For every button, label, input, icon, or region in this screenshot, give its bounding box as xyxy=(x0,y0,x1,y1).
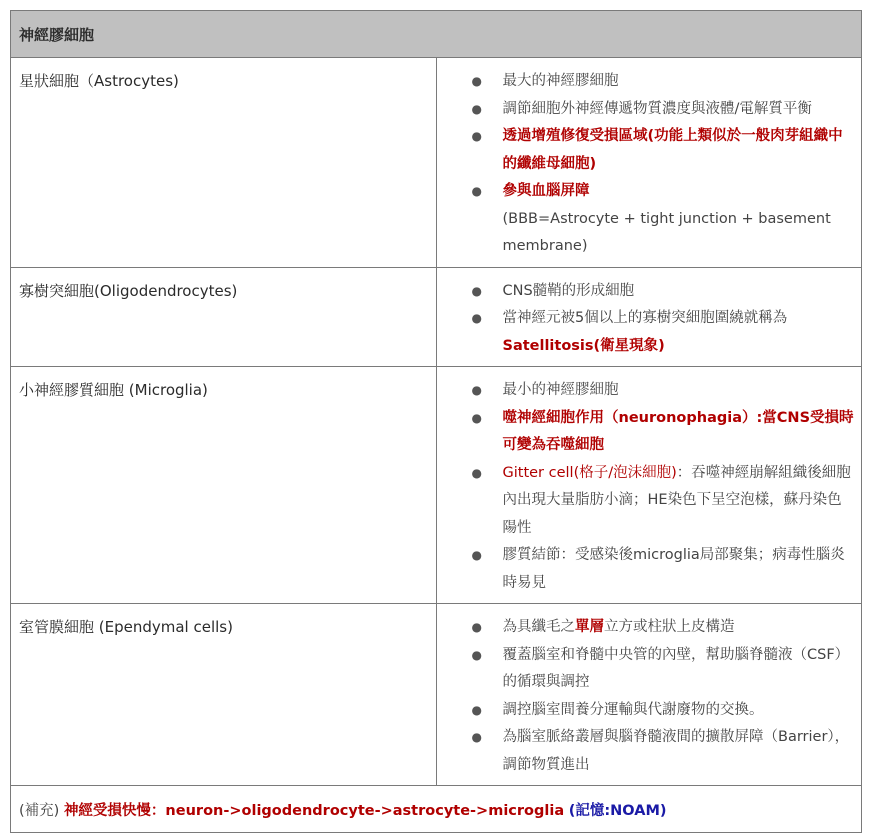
item-note: (BBB=Astrocyte + tight junction + basement membrane) xyxy=(502,210,831,254)
bullet-list xyxy=(437,68,856,261)
list-item: ● 噬神經細胞作用（neuronophagia）:當CNS受損時可變為吞噬細胞 xyxy=(437,405,856,460)
supplement-note xyxy=(11,786,862,833)
list-item: ● 膠質結節：受感染後microglia局部聚集；病毒性腦炎時易見 xyxy=(437,542,856,597)
table-header-title: 神經膠細胞 xyxy=(11,11,862,58)
bullet-icon: ● xyxy=(471,311,482,325)
list-item: ● 參與血腦屏障 (BBB=Astrocyte + tight junction + basement membrane) xyxy=(437,178,856,261)
cell-type-name: 星狀細胞（Astrocytes) xyxy=(11,58,437,268)
cell-description xyxy=(436,604,862,786)
cell-description xyxy=(436,367,862,604)
bullet-icon: ● xyxy=(471,184,482,198)
supplement-memo: (記憶:NOAM) xyxy=(568,802,667,819)
list-item: ● 為腦室脈絡叢層與腦脊髓液間的擴散屏障（Barrier），調節物質進出 xyxy=(437,724,856,779)
list-item: ● 最小的神經膠細胞 xyxy=(437,377,856,405)
list-item: ● 調控腦室間養分運輸與代謝廢物的交換。 xyxy=(437,697,856,725)
bullet-icon: ● xyxy=(471,647,482,662)
list-item: ● CNS髓鞘的形成細胞 xyxy=(437,278,856,306)
bullet-list xyxy=(437,377,856,597)
cell-type-name: 室管膜細胞 (Ependymal cells) xyxy=(11,604,437,786)
list-item: ● 調節細胞外神經傳遞物質濃度與液體/電解質平衡 xyxy=(437,96,856,124)
bullet-icon: ● xyxy=(471,383,482,397)
list-item: ● Gitter cell(格子/泡沫細胞)：吞噬神經崩解組織後細胞內出現大量脂肪小滴；HE染色下呈空泡樣，蘇丹染色陽性 xyxy=(437,460,856,543)
table-row xyxy=(11,267,862,367)
bullet-icon: ● xyxy=(471,129,482,143)
supplement-prefix: (補充) xyxy=(19,802,60,819)
cell-type-name: 小神經膠質細胞 (Microglia) xyxy=(11,367,437,604)
bullet-icon: ● xyxy=(471,74,482,88)
cell-description xyxy=(436,267,862,367)
list-item: ● 為具纖毛之單層立方或柱狀上皮構造 xyxy=(437,614,856,642)
bullet-icon: ● xyxy=(471,465,482,480)
cell-description xyxy=(436,58,862,268)
table-header-row xyxy=(11,11,862,58)
bullet-icon: ● xyxy=(471,410,482,425)
list-item: ● 最大的神經膠細胞 xyxy=(437,68,856,96)
supplement-main: 神經受損快慢：neuron->oligodendrocyte->astrocyte->microglia xyxy=(63,802,565,819)
bullet-icon: ● xyxy=(471,702,482,717)
table-row xyxy=(11,604,862,786)
bullet-icon: ● xyxy=(471,283,482,298)
table-row xyxy=(11,367,862,604)
table-footer-row xyxy=(11,786,862,833)
list-item: ● 當神經元被5個以上的寡樹突細胞圍繞就稱為Satellitosis(衛星現象) xyxy=(437,305,856,360)
glia-cell-table xyxy=(10,10,862,833)
bullet-icon: ● xyxy=(471,730,482,744)
cell-type-name: 寡樹突細胞(Oligodendrocytes) xyxy=(11,267,437,367)
list-item: ● 覆蓋腦室和脊髓中央管的內壁，幫助腦脊髓液（CSF）的循環與調控 xyxy=(437,642,856,697)
bullet-list xyxy=(437,614,856,779)
bullet-icon: ● xyxy=(471,620,482,634)
table-row xyxy=(11,58,862,268)
bullet-icon: ● xyxy=(471,548,482,562)
list-item: ● 透過增殖修復受損區域(功能上類似於一般肉芽組織中的纖維母細胞) xyxy=(437,123,856,178)
bullet-list xyxy=(437,278,856,361)
bullet-icon: ● xyxy=(471,101,482,116)
